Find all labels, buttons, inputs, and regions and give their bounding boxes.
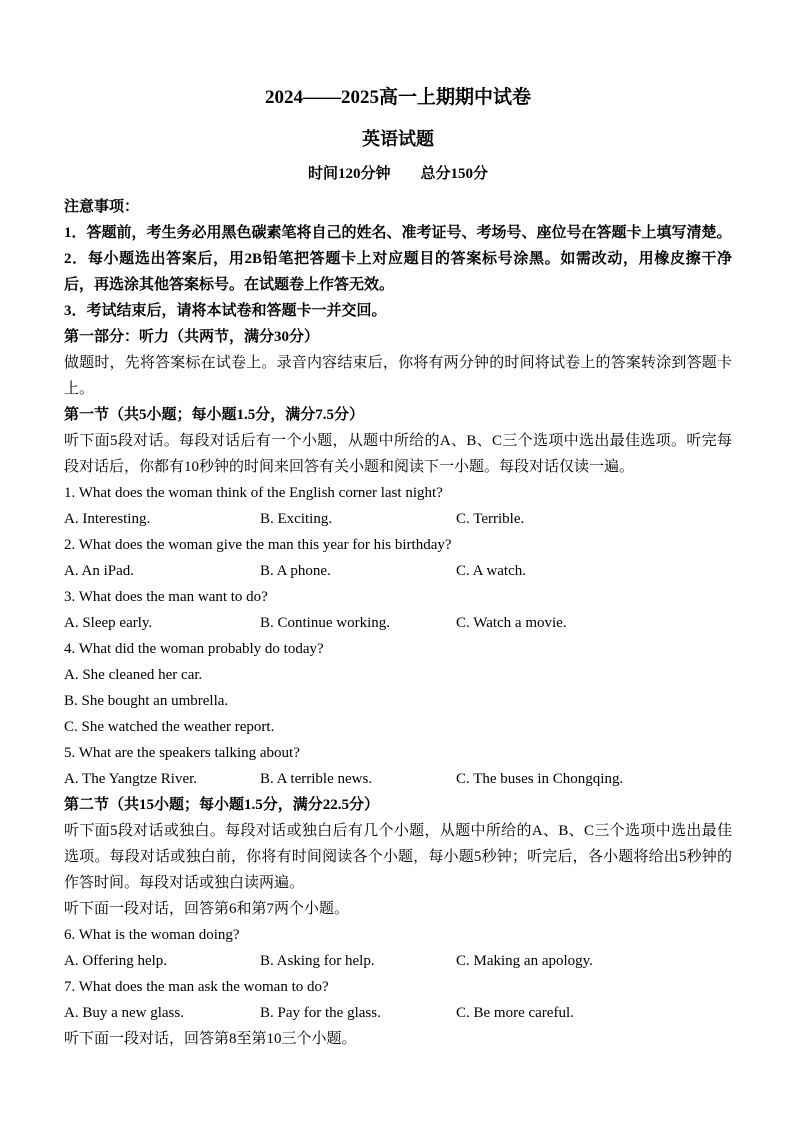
- content: [64, 194, 732, 1052]
- section1-heading: 第一节（共5小题；每小题1.5分，满分7.5分）: [64, 407, 365, 423]
- question-5-options: [64, 766, 732, 792]
- question-4-option-C: C. She watched the weather report.: [64, 719, 275, 735]
- question-2-option-C: C. A watch.: [456, 563, 526, 579]
- question-5-option-C: C. The buses in Chongqing.: [456, 771, 624, 787]
- part1-intro: 做题时，先将答案标在试卷上。录音内容结束后，你将有两分钟的时间将试卷上的答案转涂到答题卡上。: [64, 355, 732, 397]
- exam-subject-title: 英语试题: [362, 129, 434, 149]
- question-4-option-B: B. She bought an umbrella.: [64, 693, 229, 709]
- question-7-option-A: A. Buy a new glass.: [64, 1005, 184, 1021]
- dialog-6-7-intro: 听下面一段对话，回答第6和第7两个小题。: [64, 901, 350, 917]
- notice-heading: 注意事项：: [64, 199, 140, 215]
- question-7-text: 7. What does the man ask the woman to do?: [64, 979, 329, 995]
- question-6-text: 6. What is the woman doing?: [64, 927, 240, 943]
- section2-instructions: 听下面5段对话或独白。每段对话或独白后有几个小题，从题中所给的A、B、C三个选项中选出最佳选项。每段对话或独白前，你将有时间阅读各个小题，每小题5秒钟；听完后，各小题将给出5秒钟的作答时间。每段对话或独白读两遍。: [64, 823, 732, 891]
- notice-item-3: 3．考试结束后，请将本试卷和答题卡一并交回。: [64, 303, 387, 319]
- notice-item-1: 1．答题前，考生务必用黑色碳素笔将自己的姓名、准考证号、考场号、座位号在答题卡上填写清楚。: [64, 225, 732, 241]
- question-3-option-B: B. Continue working.: [260, 615, 390, 631]
- question-1-option-C: C. Terrible.: [456, 511, 525, 527]
- question-6-options: [64, 948, 732, 974]
- question-7-options: [64, 1000, 732, 1026]
- part1-heading: 第一部分：听力（共两节，满分30分）: [64, 329, 320, 345]
- question-4-text: 4. What did the woman probably do today?: [64, 641, 324, 657]
- question-7-option-B: B. Pay for the glass.: [260, 1005, 381, 1021]
- notice-item-2: 2．每小题选出答案后，用2B铅笔把答题卡上对应题目的答案标号涂黑。如需改动，用橡皮擦干净后，再选涂其他答案标号。在试题卷上作答无效。: [64, 251, 732, 293]
- question-2-options: [64, 558, 732, 584]
- question-5-option-B: B. A terrible news.: [260, 771, 373, 787]
- question-6-option-C: C. Making an apology.: [456, 953, 593, 969]
- question-2-option-B: B. A phone.: [260, 563, 331, 579]
- question-1-options: [64, 506, 732, 532]
- question-2-text: 2. What does the woman give the man this year for his birthday?: [64, 537, 452, 553]
- question-3-option-C: C. Watch a movie.: [456, 615, 567, 631]
- question-1-option-B: B. Exciting.: [260, 511, 333, 527]
- question-1-text: 1. What does the woman think of the English corner last night?: [64, 485, 443, 501]
- exam-time-score: 时间120分钟 总分150分: [307, 166, 488, 182]
- question-3-text: 3. What does the man want to do?: [64, 589, 268, 605]
- question-2-option-A: A. An iPad.: [64, 563, 135, 579]
- question-7-option-C: C. Be more careful.: [456, 1005, 574, 1021]
- dialog-8-10-intro: 听下面一段对话，回答第8至第10三个小题。: [64, 1031, 357, 1047]
- question-5-text: 5. What are the speakers talking about?: [64, 745, 300, 761]
- question-4-option-A: A. She cleaned her car.: [64, 667, 203, 683]
- section2-heading: 第二节（共15小题；每小题1.5分，满分22.5分）: [64, 797, 380, 813]
- question-5-option-A: A. The Yangtze River.: [64, 771, 198, 787]
- question-3-options: [64, 610, 732, 636]
- question-1-option-A: A. Interesting.: [64, 511, 151, 527]
- question-3-option-A: A. Sleep early.: [64, 615, 153, 631]
- question-6-option-A: A. Offering help.: [64, 953, 168, 969]
- section1-instructions: 听下面5段对话。每段对话后有一个小题，从题中所给的A、B、C三个选项中选出最佳选项。听完每段对话后，你都有10秒钟的时间来回答有关小题和阅读下一小题。每段对话仅读一遍。: [64, 433, 732, 475]
- question-6-option-B: B. Asking for help.: [260, 953, 375, 969]
- page-title: 2024——2025高一上期期中试卷: [264, 87, 531, 108]
